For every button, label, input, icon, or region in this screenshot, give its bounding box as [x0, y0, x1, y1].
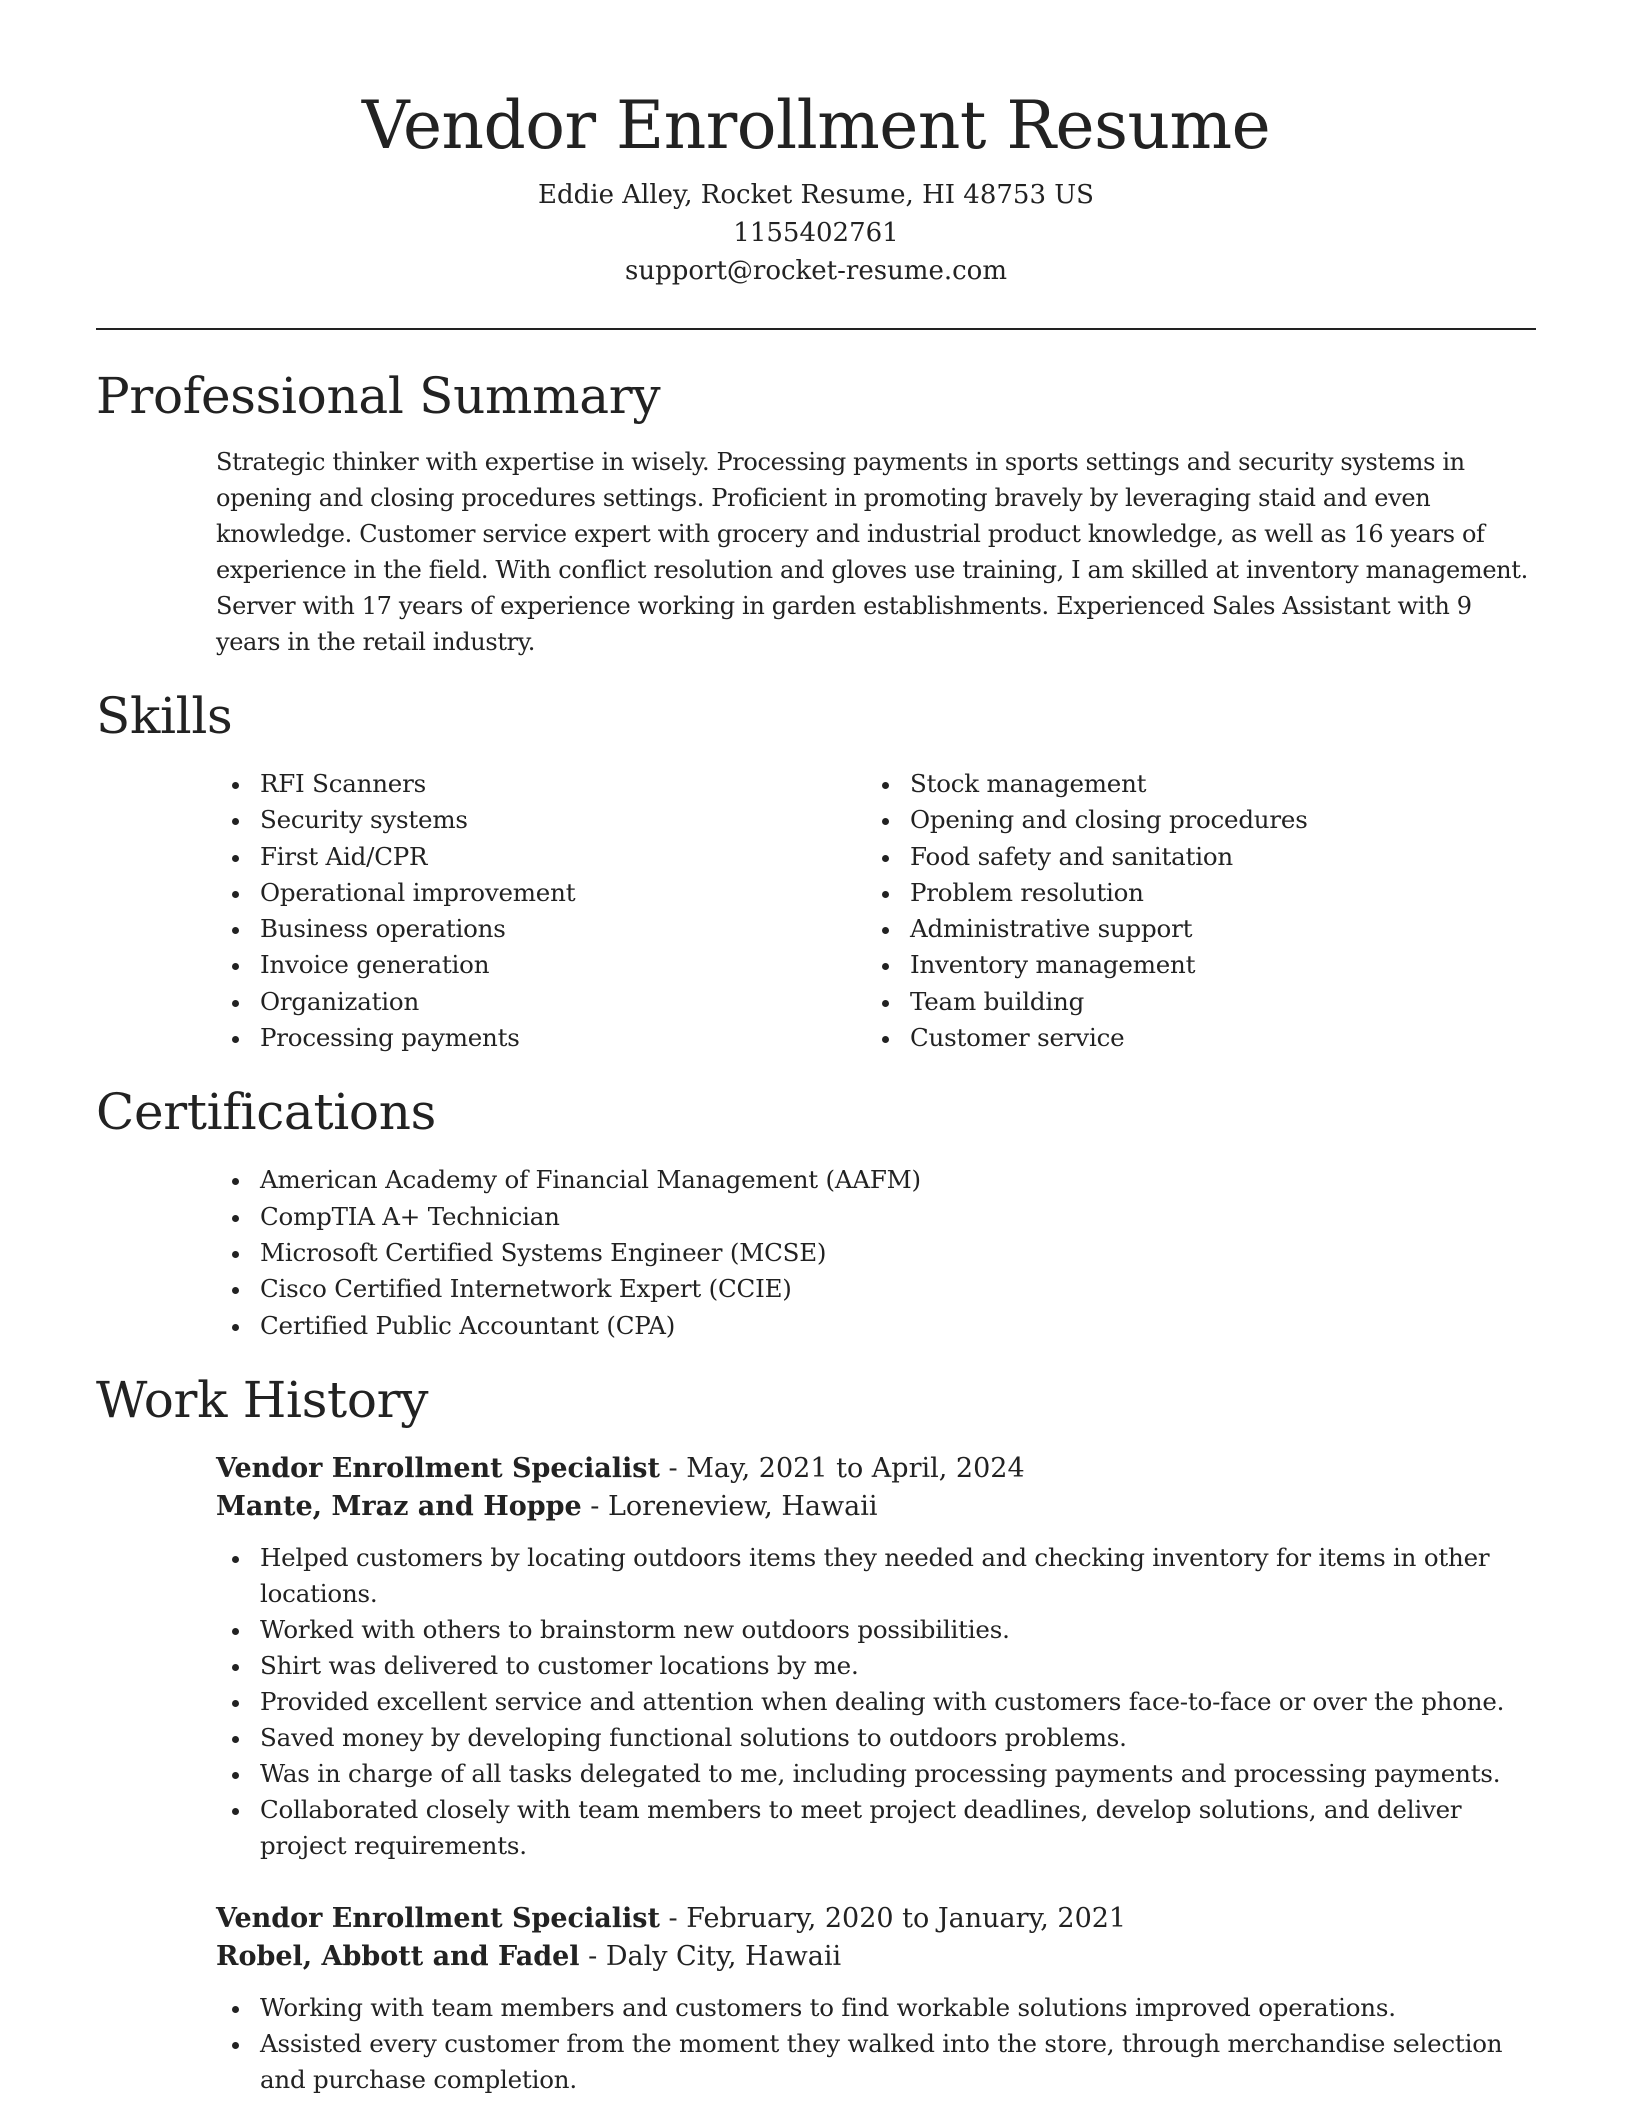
- job-entry: [216, 1900, 1536, 2098]
- certifications-list: [216, 1162, 1536, 1343]
- skill-item: Inventory management: [866, 947, 1516, 983]
- work-history-heading: Work History: [96, 1370, 429, 1429]
- job-title: Vendor Enrollment Specialist: [216, 1902, 660, 1934]
- skill-item: Problem resolution: [866, 875, 1516, 911]
- contact-block: [96, 176, 1536, 290]
- contact-address: Eddie Alley, Rocket Resume, HI 48753 US: [538, 180, 1094, 210]
- summary-text: Strategic thinker with expertise in wisely. Processing payments in sports settings and security systems in opening and closing procedures settings. Proficient in promoting bravely by leveraging staid and even knowledge. Customer service expert with grocery and industrial product knowledge, as well as 16 years of experience in the field. With conflict resolution and gloves use training, I am skilled at inventory management. Server with 17 years of experience working in garden establishments. Experienced Sales Assistant with 9 years in the retail industry.: [216, 448, 1528, 656]
- skill-item: Processing payments: [216, 1020, 866, 1056]
- certification-item: American Academy of Financial Management (AAFM): [216, 1162, 1536, 1198]
- skill-item: Organization: [216, 984, 866, 1020]
- job-bullet: Saved money by developing functional solutions to outdoors problems.: [216, 1720, 1536, 1756]
- resume-page: [96, 0, 1536, 2098]
- job-title-line: [216, 1450, 1536, 1488]
- summary-heading: Professional Summary: [96, 367, 661, 425]
- job-bullet: Shirt was delivered to customer locations by me.: [216, 1648, 1536, 1684]
- job-bullets: [216, 1990, 1536, 2098]
- certification-item: Certified Public Accountant (CPA): [216, 1308, 1536, 1344]
- skills-list-left: [216, 766, 866, 1056]
- resume-title: Vendor Enrollment Resume: [361, 87, 1271, 164]
- job-dates: - February, 2020 to January, 2021: [659, 1902, 1127, 1934]
- job-company-line: [216, 1488, 1536, 1526]
- skill-item: Security systems: [216, 802, 866, 838]
- skill-item: Invoice generation: [216, 947, 866, 983]
- certification-item: CompTIA A+ Technician: [216, 1199, 1536, 1235]
- skill-item: Stock management: [866, 766, 1516, 802]
- job-company-line: [216, 1938, 1536, 1976]
- job-bullet: Was in charge of all tasks delegated to me, including processing payments and processing payments.: [216, 1756, 1536, 1792]
- job-bullet: Collaborated closely with team members to meet project deadlines, develop solutions, and deliver project requirements.: [216, 1792, 1536, 1864]
- skill-item: First Aid/CPR: [216, 839, 866, 875]
- header-divider: [96, 328, 1536, 330]
- job-company: Mante, Mraz and Hoppe: [216, 1490, 582, 1522]
- job-bullet: Provided excellent service and attention when dealing with customers face-to-face or over the phone.: [216, 1684, 1536, 1720]
- job-bullet: Working with team members and customers to find workable solutions improved operations.: [216, 1990, 1536, 2026]
- job-entry: [216, 1450, 1536, 1864]
- skill-item: Administrative support: [866, 911, 1516, 947]
- skill-item: Customer service: [866, 1020, 1516, 1056]
- job-location: - Loreneview, Hawaii: [581, 1490, 878, 1522]
- job-location: - Daly City, Hawaii: [579, 1940, 842, 1972]
- job-bullet: Helped customers by locating outdoors items they needed and checking inventory for items in other locations.: [216, 1540, 1536, 1612]
- job-title-line: [216, 1900, 1536, 1938]
- job-title: Vendor Enrollment Specialist: [216, 1452, 660, 1484]
- skill-item: Business operations: [216, 911, 866, 947]
- skills-heading: Skills: [96, 687, 233, 745]
- job-company: Robel, Abbott and Fadel: [216, 1940, 580, 1972]
- job-bullets: [216, 1540, 1536, 1864]
- skill-item: RFI Scanners: [216, 766, 866, 802]
- job-bullet: Assisted every customer from the moment they walked into the store, through merchandise selection and purchase completion.: [216, 2026, 1536, 2098]
- certification-item: Cisco Certified Internetwork Expert (CCIE): [216, 1271, 1536, 1307]
- skills-columns: [216, 766, 1536, 1056]
- skills-list-right: [866, 766, 1516, 1056]
- skill-item: Opening and closing procedures: [866, 802, 1516, 838]
- job-bullet: Worked with others to brainstorm new outdoors possibilities.: [216, 1612, 1536, 1648]
- skill-item: Team building: [866, 984, 1516, 1020]
- contact-email: support@rocket-resume.com: [624, 256, 1007, 286]
- job-dates: - May, 2021 to April, 2024: [659, 1452, 1025, 1484]
- skill-item: Food safety and sanitation: [866, 839, 1516, 875]
- certification-item: Microsoft Certified Systems Engineer (MCSE): [216, 1235, 1536, 1271]
- skill-item: Operational improvement: [216, 875, 866, 911]
- contact-phone: 1155402761: [733, 218, 899, 248]
- certifications-heading: Certifications: [96, 1083, 436, 1142]
